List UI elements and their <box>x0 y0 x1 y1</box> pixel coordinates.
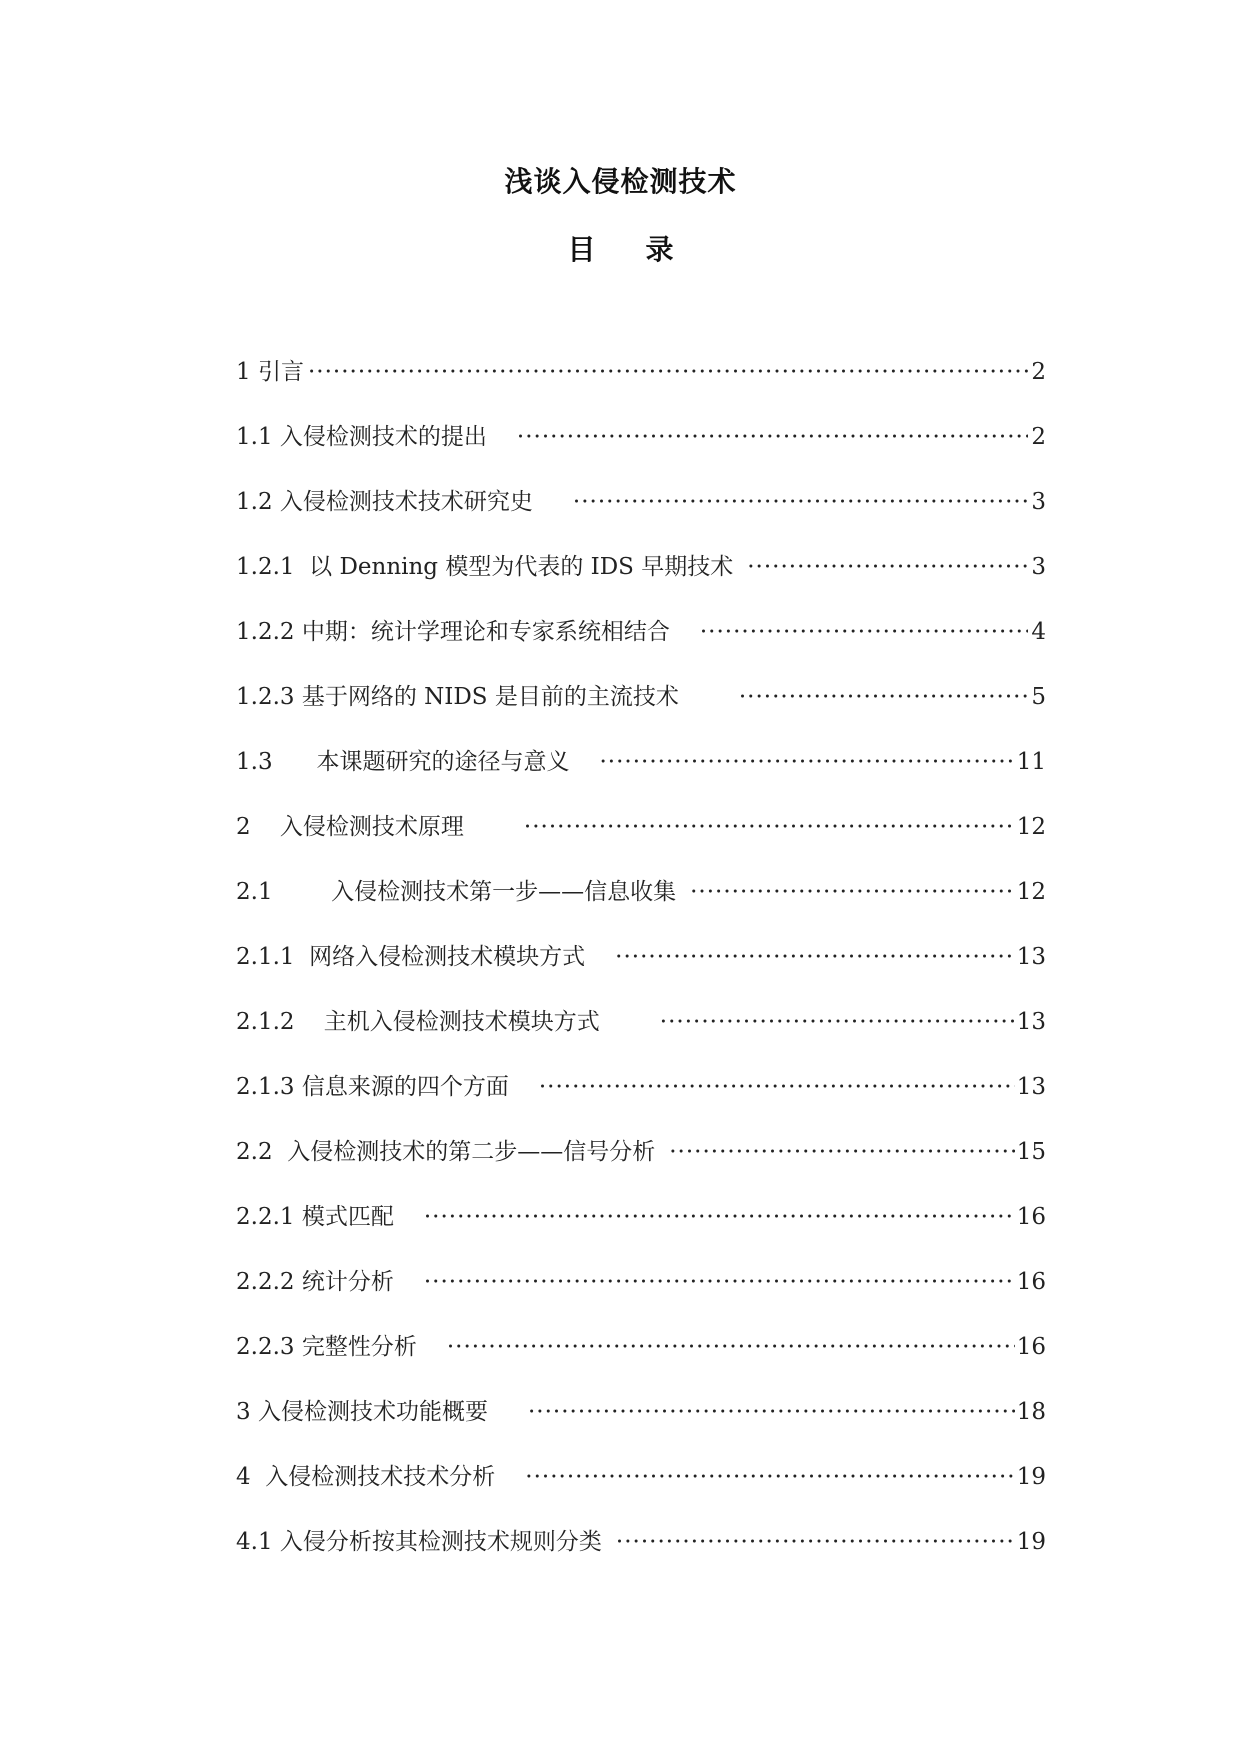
toc-dot-leader <box>525 1459 1014 1495</box>
toc-page-number: 11 <box>1016 749 1046 775</box>
toc-entry[interactable] <box>236 1199 1046 1264</box>
toc-dot-leader <box>616 1524 1015 1560</box>
toc-entry-label: 1.3 本课题研究的途径与意义 <box>236 749 570 775</box>
toc-dot-leader <box>599 744 1014 780</box>
toc-entry-label: 4 入侵检测技术技术分析 <box>236 1464 496 1490</box>
toc-entry[interactable] <box>236 679 1046 744</box>
toc-dot-leader <box>308 354 1028 390</box>
toc-entry[interactable] <box>236 614 1046 679</box>
toc-entry[interactable] <box>236 1329 1046 1394</box>
table-of-contents <box>236 354 1046 1589</box>
toc-page-number: 2 <box>1031 424 1046 450</box>
toc-dot-leader <box>528 1394 1015 1430</box>
toc-dot-leader <box>524 809 1015 845</box>
toc-page-number: 12 <box>1016 814 1046 840</box>
toc-page-number: 5 <box>1031 684 1046 710</box>
toc-entry-label: 2.1.3 信息来源的四个方面 <box>236 1074 509 1100</box>
toc-page-number: 3 <box>1031 489 1046 515</box>
toc-page-number: 3 <box>1031 554 1046 580</box>
toc-entry-label: 2.1 入侵检测技术第一步——信息收集 <box>236 879 677 905</box>
toc-entry[interactable] <box>236 484 1046 549</box>
toc-entry[interactable] <box>236 1134 1046 1199</box>
toc-entry[interactable] <box>236 1069 1046 1134</box>
toc-page-number: 4 <box>1031 619 1046 645</box>
toc-page-number: 16 <box>1016 1334 1046 1360</box>
toc-page-number: 19 <box>1016 1529 1046 1555</box>
toc-dot-leader <box>424 1264 1015 1300</box>
document-title: 浅谈入侵检测技术 <box>504 165 737 198</box>
toc-entry[interactable] <box>236 744 1046 809</box>
toc-page-number: 16 <box>1016 1269 1046 1295</box>
toc-entry-label: 1 引言 <box>236 359 304 385</box>
toc-page-number: 16 <box>1016 1204 1046 1230</box>
toc-entry[interactable] <box>236 419 1046 484</box>
toc-dot-leader <box>424 1199 1015 1235</box>
toc-entry-label: 1.1 入侵检测技术的提出 <box>236 424 487 450</box>
toc-page-number: 12 <box>1016 879 1046 905</box>
toc-entry[interactable] <box>236 1459 1046 1524</box>
toc-entry[interactable] <box>236 939 1046 1004</box>
toc-page-number: 13 <box>1016 1074 1046 1100</box>
toc-entry-label: 2.2.1 模式匹配 <box>236 1204 394 1230</box>
toc-entry-label: 2.2.2 统计分析 <box>236 1269 394 1295</box>
toc-heading: 目录 <box>567 233 724 266</box>
toc-entry-label: 2.2.3 完整性分析 <box>236 1334 417 1360</box>
toc-entry[interactable] <box>236 549 1046 614</box>
toc-page-number: 2 <box>1031 359 1046 385</box>
toc-entry-label: 2.2 入侵检测技术的第二步——信号分析 <box>236 1139 656 1165</box>
toc-dot-leader <box>573 484 1028 520</box>
toc-page-number: 13 <box>1016 944 1046 970</box>
toc-entry[interactable] <box>236 1004 1046 1069</box>
toc-page-number: 18 <box>1016 1399 1046 1425</box>
toc-page-number: 13 <box>1016 1009 1046 1035</box>
toc-entry-label: 1.2.1 以 Denning 模型为代表的 IDS 早期技术 <box>236 554 734 580</box>
toc-dot-leader <box>690 874 1015 910</box>
toc-dot-leader <box>517 419 1028 455</box>
toc-entry-label: 2 入侵检测技术原理 <box>236 814 464 840</box>
toc-entry[interactable] <box>236 809 1046 874</box>
toc-dot-leader <box>660 1004 1015 1040</box>
toc-dot-leader <box>669 1134 1015 1170</box>
toc-page-number: 19 <box>1016 1464 1046 1490</box>
toc-entry[interactable] <box>236 1264 1046 1329</box>
toc-entry[interactable] <box>236 354 1046 419</box>
toc-entry[interactable] <box>236 1524 1046 1589</box>
toc-dot-leader <box>615 939 1015 975</box>
toc-entry[interactable] <box>236 874 1046 939</box>
toc-dot-leader <box>539 1069 1015 1105</box>
toc-entry-label: 3 入侵检测技术功能概要 <box>236 1399 488 1425</box>
toc-dot-leader <box>447 1329 1015 1365</box>
toc-entry-label: 2.1.1 网络入侵检测技术模块方式 <box>236 944 586 970</box>
toc-entry[interactable] <box>236 1394 1046 1459</box>
toc-entry-label: 1.2.3 基于网络的 NIDS 是目前的主流技术 <box>236 684 679 710</box>
toc-entry-label: 2.1.2 主机入侵检测技术模块方式 <box>236 1009 600 1035</box>
toc-dot-leader <box>739 679 1028 715</box>
toc-page-number: 15 <box>1016 1139 1046 1165</box>
toc-entry-label: 1.2.2 中期：统计学理论和专家系统相结合 <box>236 619 670 645</box>
toc-dot-leader <box>747 549 1028 585</box>
toc-entry-label: 1.2 入侵检测技术技术研究史 <box>236 489 533 515</box>
toc-dot-leader <box>700 614 1028 650</box>
toc-entry-label: 4.1 入侵分析按其检测技术规则分类 <box>236 1529 602 1555</box>
